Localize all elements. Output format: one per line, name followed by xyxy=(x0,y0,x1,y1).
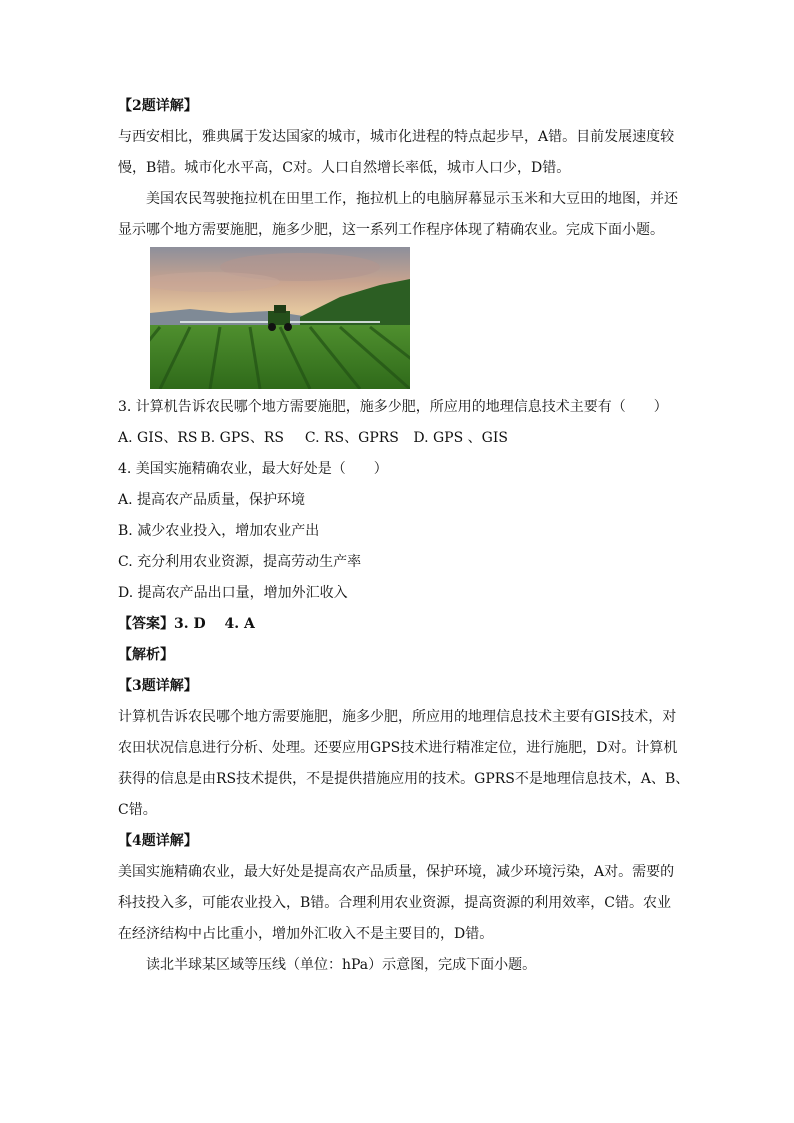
analysis-heading: 【解析】 xyxy=(118,647,174,663)
option-b: B. 减少农业投入，增加农业产出 xyxy=(118,523,320,539)
option-a: A. GIS、RS xyxy=(118,430,198,446)
section-heading-q2: 【2题详解】 xyxy=(118,98,198,114)
question-3-options xyxy=(118,428,678,448)
paragraph-line: C错。 xyxy=(118,802,157,818)
paragraph-line: 与西安相比，雅典属于发达国家的城市，城市化进程的特点起步早，A错。目前发展速度较 xyxy=(118,129,675,145)
option-a: A. 提高农产品质量，保护环境 xyxy=(118,492,306,508)
paragraph-line: 显示哪个地方需要施肥，施多少肥，这一系列工作程序体现了精确农业。完成下面小题。 xyxy=(118,222,664,238)
question-4-stem: 4. 美国实施精确农业，最大好处是（ ） xyxy=(118,461,388,477)
option-d: D. GPS 、GIS xyxy=(413,430,508,446)
option-d: D. 提高农产品出口量，增加外汇收入 xyxy=(118,585,348,601)
paragraph-line: 农田状况信息进行分析、处理。还要应用GPS技术进行精准定位，进行施肥，D对。计算机 xyxy=(118,740,678,756)
section-heading-q3: 【3题详解】 xyxy=(118,678,198,694)
paragraph-line: 获得的信息是由RS技术提供，不是提供措施应用的技术。GPRS不是地理信息技术，A、B、 xyxy=(118,771,690,787)
paragraph-line: 美国实施精确农业，最大好处是提高农产品质量，保护环境，减少环境污染，A对。需要的 xyxy=(118,864,675,880)
question-3-stem: 3. 计算机告诉农民哪个地方需要施肥，施多少肥，所应用的地理信息技术主要有（ ） xyxy=(118,399,668,415)
section-heading-q4: 【4题详解】 xyxy=(118,833,198,849)
option-c: C. 充分利用农业资源，提高劳动生产率 xyxy=(118,554,362,570)
document-page xyxy=(118,96,690,986)
tractor-field-photo xyxy=(150,247,410,389)
answer-line: 【答案】3. D 4. A xyxy=(118,616,255,632)
paragraph-line: 美国农民驾驶拖拉机在田里工作，拖拉机上的电脑屏幕显示玉米和大豆田的地图，并还 xyxy=(146,191,678,207)
paragraph-line: 科技投入多，可能农业投入，B错。合理利用农业资源，提高资源的利用效率，C错。农业 xyxy=(118,895,671,911)
paragraph-line: 在经济结构中占比重小，增加外汇收入不是主要目的，D错。 xyxy=(118,926,494,942)
option-b: B. GPS、RS xyxy=(200,430,284,446)
paragraph-line: 慢，B错。城市化水平高，C对。人口自然增长率低，城市人口少，D错。 xyxy=(118,160,571,176)
next-question-intro: 读北半球某区域等压线（单位：hPa）示意图，完成下面小题。 xyxy=(146,957,537,973)
option-c: C. RS、GPRS xyxy=(304,430,399,446)
paragraph-line: 计算机告诉农民哪个地方需要施肥，施多少肥，所应用的地理信息技术主要有GIS技术，对 xyxy=(118,709,677,725)
